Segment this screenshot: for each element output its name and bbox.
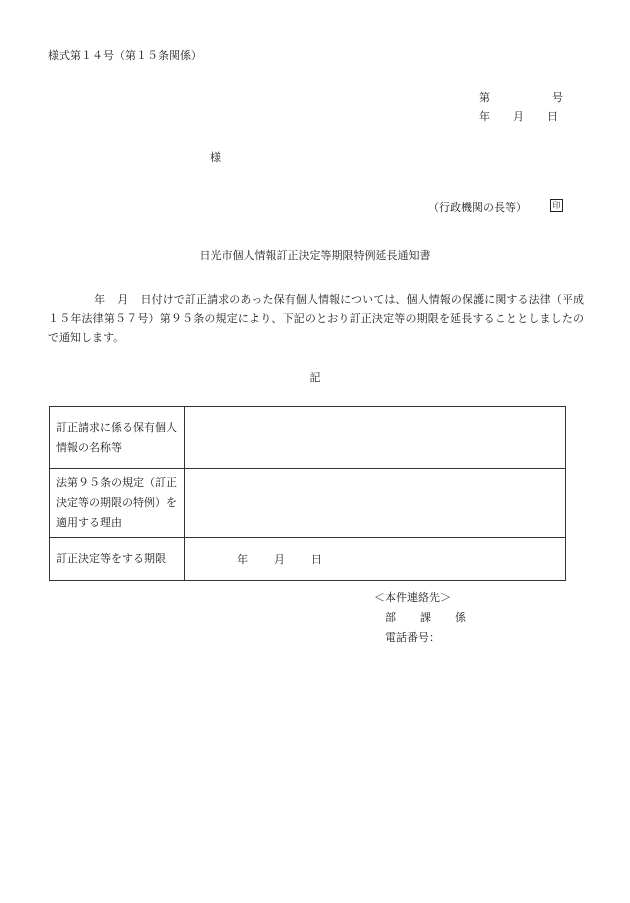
row-label-info-name: 訂正請求に係る保有個人情報の名称等 xyxy=(50,407,185,469)
deadline-day: 日 xyxy=(311,553,322,566)
form-number: 様式第１４号（第１５条関係） xyxy=(48,49,202,62)
table-row xyxy=(50,469,566,538)
body-year: 年 xyxy=(94,293,106,306)
row-value-reason xyxy=(185,469,566,538)
doc-number-prefix: 第 xyxy=(479,91,490,104)
table-row xyxy=(50,407,566,469)
row-value-deadline xyxy=(185,538,566,581)
document-number xyxy=(479,92,563,103)
sender-name: （行政機関の長等） xyxy=(428,201,527,214)
doc-number-suffix: 号 xyxy=(552,91,563,104)
seal-stamp: 印 xyxy=(550,199,563,212)
deadline-month: 月 xyxy=(274,553,285,566)
document-title: 日光市個人情報訂正決定等期限特例延長通知書 xyxy=(199,249,431,262)
body-text: 日付けで訂正請求のあった保有個人情報については、個人情報の保護に関する法律（平成１５年法律第５７号）第９５条の規定により、下記のとおり訂正決定等の期限を延長することとしましたので通知します。 xyxy=(48,293,585,344)
ki-heading: 記 xyxy=(309,371,321,384)
contact-department xyxy=(385,612,466,623)
details-table xyxy=(49,406,566,581)
body-paragraph xyxy=(48,290,584,347)
row-value-info-name xyxy=(185,407,566,469)
contact-phone: 電話番号： xyxy=(385,631,440,644)
deadline-year: 年 xyxy=(237,553,248,566)
recipient-honorific: 様 xyxy=(210,151,221,164)
contact-heading: ＜本件連絡先＞ xyxy=(374,591,451,604)
doc-date-year: 年 xyxy=(479,110,490,123)
body-month: 月 xyxy=(117,293,129,306)
doc-date-month: 月 xyxy=(513,110,524,123)
table-row xyxy=(50,538,566,581)
doc-date-day: 日 xyxy=(547,110,558,123)
contact-section-label: 課 xyxy=(420,611,431,624)
contact-unit-label: 係 xyxy=(455,611,466,624)
document-date xyxy=(479,111,558,122)
row-label-deadline: 訂正決定等をする期限 xyxy=(50,538,185,581)
row-label-reason: 法第９５条の規定（訂正決定等の期限の特例）を適用する理由 xyxy=(50,469,185,538)
contact-dept-label: 部 xyxy=(385,611,396,624)
